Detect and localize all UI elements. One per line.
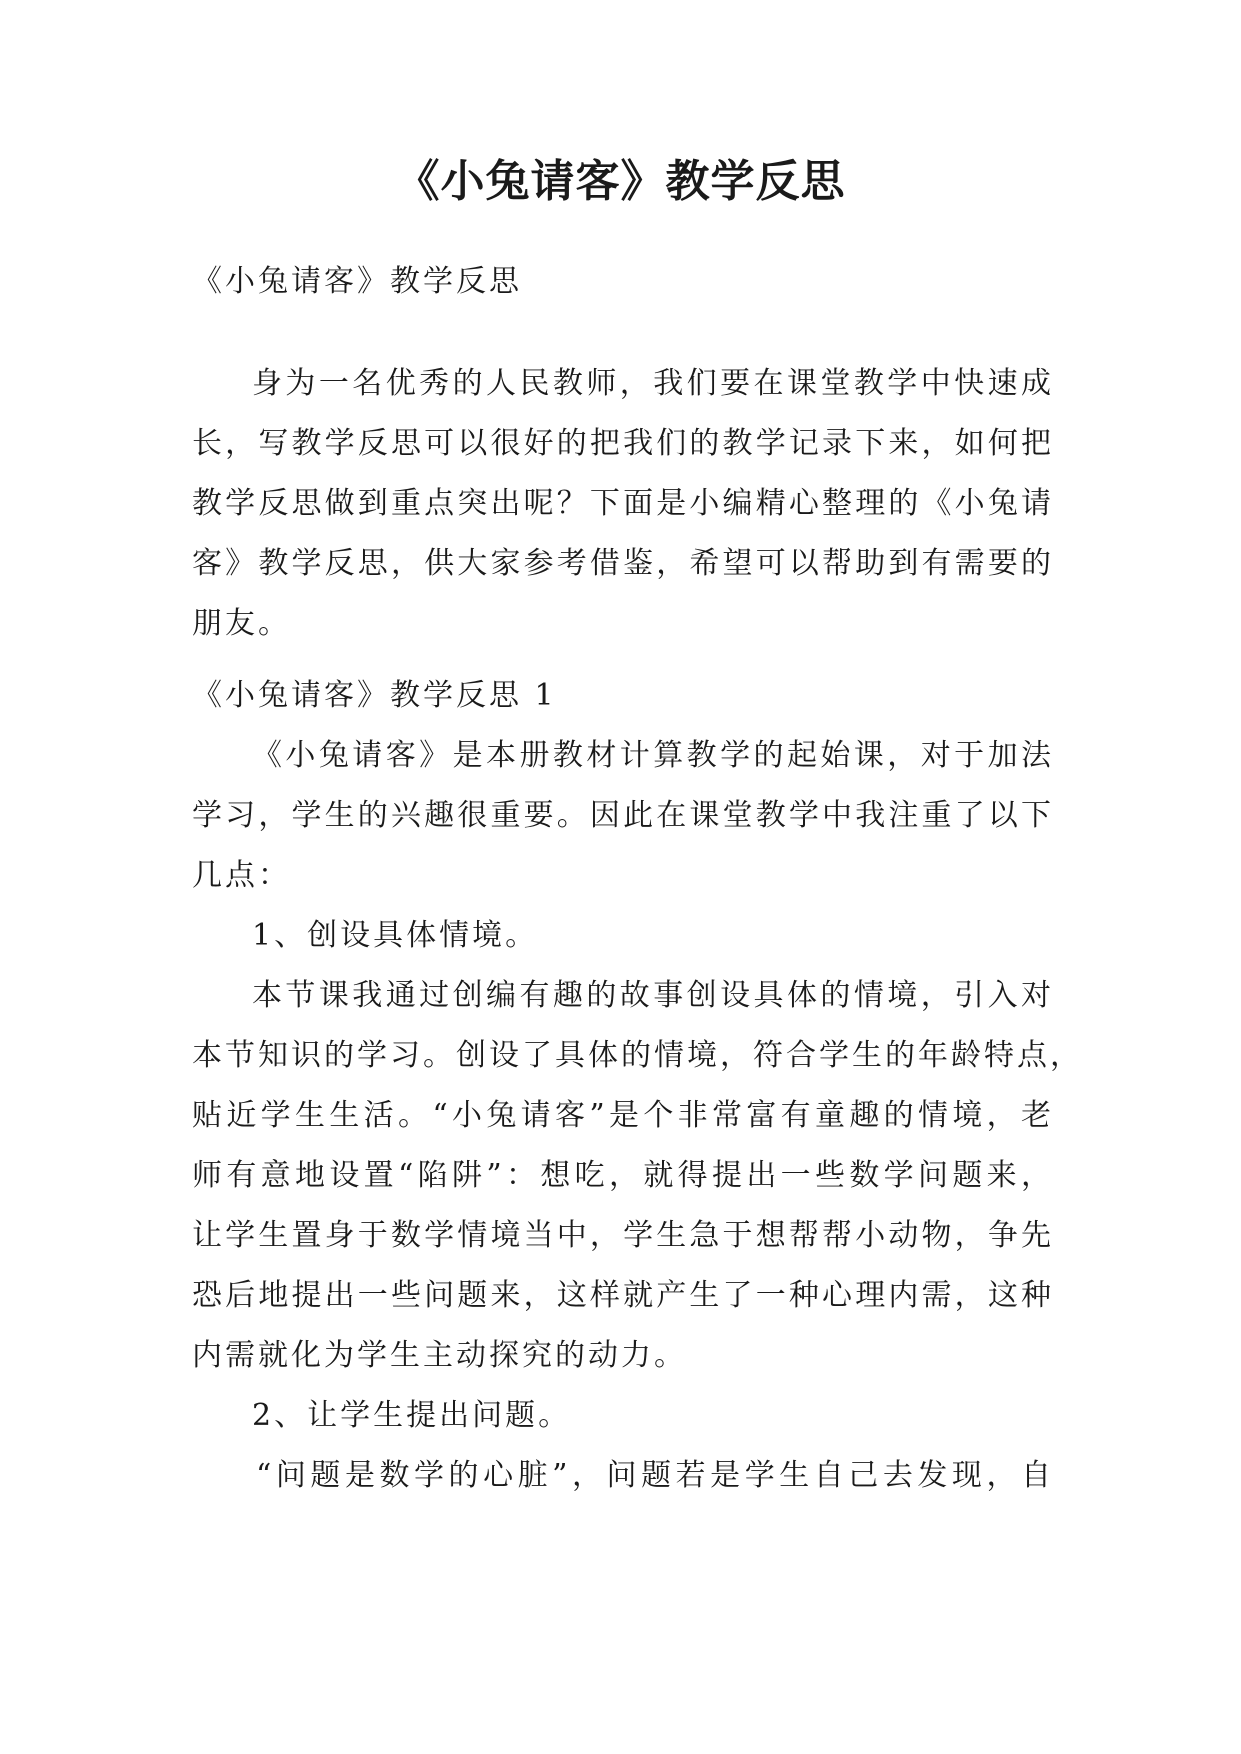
intro-line: 客》教学反思，供大家参考借鉴，希望可以帮助到有需要的 bbox=[192, 546, 1054, 581]
intro-paragraph bbox=[192, 354, 1054, 654]
point1-line: 本节课我通过创编有趣的故事创设具体的情境，引入对 bbox=[252, 978, 1054, 1013]
subtitle-text: 《小兔请客》教学反思 bbox=[192, 264, 522, 299]
point1-heading: 1、创设具体情境。 bbox=[252, 918, 539, 953]
point1-line: 本节知识的学习。创设了具体的情境，符合学生的年龄特点， bbox=[192, 1038, 1083, 1073]
section1-heading: 《小兔请客》教学反思 1 bbox=[192, 678, 557, 713]
subtitle bbox=[192, 252, 1054, 312]
section1-line: 几点： bbox=[192, 858, 291, 893]
intro-line: 教学反思做到重点突出呢？下面是小编精心整理的《小兔请 bbox=[192, 486, 1054, 521]
intro-line: 身为一名优秀的人民教师，我们要在课堂教学中快速成 bbox=[252, 366, 1054, 401]
point2-line: “问题是数学的心脏”，问题若是学生自己去发现，自 bbox=[256, 1458, 1054, 1493]
point1-line: 恐后地提出一些问题来，这样就产生了一种心理内需，这种 bbox=[192, 1278, 1054, 1313]
intro-line: 朋友。 bbox=[192, 606, 291, 641]
point1-line: 让学生置身于数学情境当中，学生急于想帮帮小动物，争先 bbox=[192, 1218, 1054, 1253]
document-title: 《小兔请客》教学反思 bbox=[395, 156, 846, 207]
point1-line: 内需就化为学生主动探究的动力。 bbox=[192, 1338, 687, 1373]
intro-line: 长，写教学反思可以很好的把我们的教学记录下来，如何把 bbox=[192, 426, 1054, 461]
point1-line: 师有意地设置“陷阱”：想吃，就得提出一些数学问题来， bbox=[192, 1158, 1054, 1193]
section1 bbox=[192, 666, 1083, 1506]
section1-line: 《小兔请客》是本册教材计算教学的起始课，对于加法 bbox=[252, 738, 1054, 773]
section1-line: 学习，学生的兴趣很重要。因此在课堂教学中我注重了以下 bbox=[192, 798, 1054, 833]
point1-line: 贴近学生生活。“小兔请客”是个非常富有童趣的情境，老 bbox=[192, 1098, 1054, 1133]
point2-heading: 2、让学生提出问题。 bbox=[252, 1398, 572, 1433]
